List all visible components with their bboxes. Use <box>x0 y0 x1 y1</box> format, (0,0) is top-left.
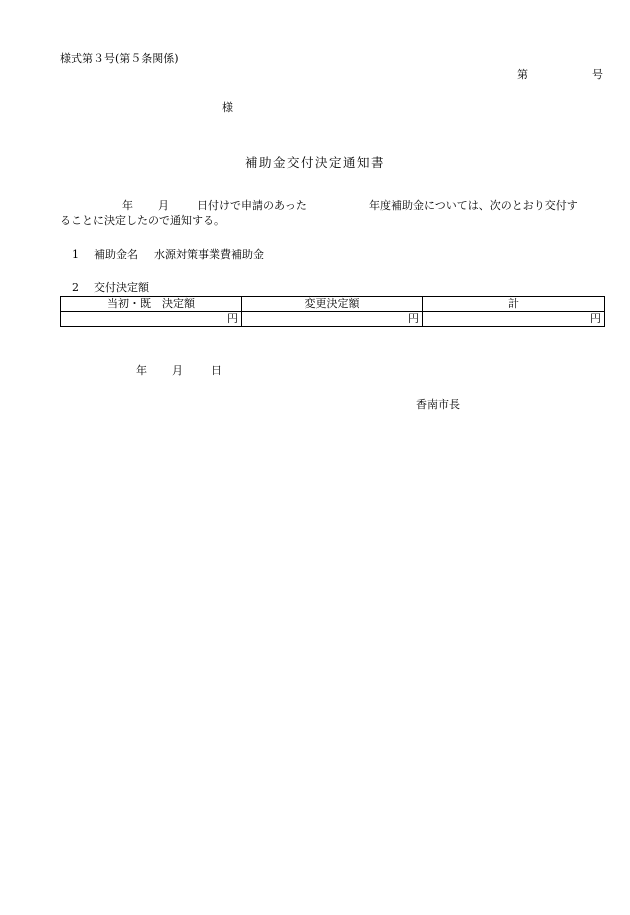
item-1-number: 1 <box>72 248 79 261</box>
date-year: 年 <box>136 364 147 377</box>
subsidy-name: 水源対策事業費補助金 <box>154 248 264 261</box>
form-number: 様式第３号(第５条関係) <box>60 52 179 65</box>
header-initial-amount: 当初・既 決定額 <box>61 297 242 312</box>
body-line-2: ることに決定したので通知する。 <box>60 214 225 227</box>
item-2-label: 交付決定額 <box>94 281 149 294</box>
item-2-number: 2 <box>72 281 79 294</box>
table-row <box>61 312 605 327</box>
body-year: 年 <box>122 199 133 212</box>
initial-amount-cell: 円 <box>61 312 242 327</box>
doc-number-prefix: 第 <box>517 68 528 81</box>
doc-number-suffix: 号 <box>592 68 603 81</box>
addressee-honorific: 様 <box>222 101 233 114</box>
body-month: 月 <box>158 199 169 212</box>
body-fiscal-year-text: 年度補助金については、次のとおり交付す <box>369 199 578 212</box>
changed-amount-cell: 円 <box>242 312 423 327</box>
total-amount-cell: 円 <box>423 312 605 327</box>
header-changed-amount: 変更決定額 <box>242 297 423 312</box>
issuer-name: 香南市長 <box>416 398 460 411</box>
header-total: 計 <box>423 297 605 312</box>
body-day-text: 日付けで申請のあった <box>197 199 307 212</box>
date-day: 日 <box>211 364 222 377</box>
document-title: 補助金交付決定通知書 <box>244 155 385 170</box>
date-month: 月 <box>172 364 183 377</box>
grant-amount-table <box>60 296 605 327</box>
table-header-row <box>61 297 605 312</box>
item-1-label: 補助金名 <box>94 248 138 261</box>
